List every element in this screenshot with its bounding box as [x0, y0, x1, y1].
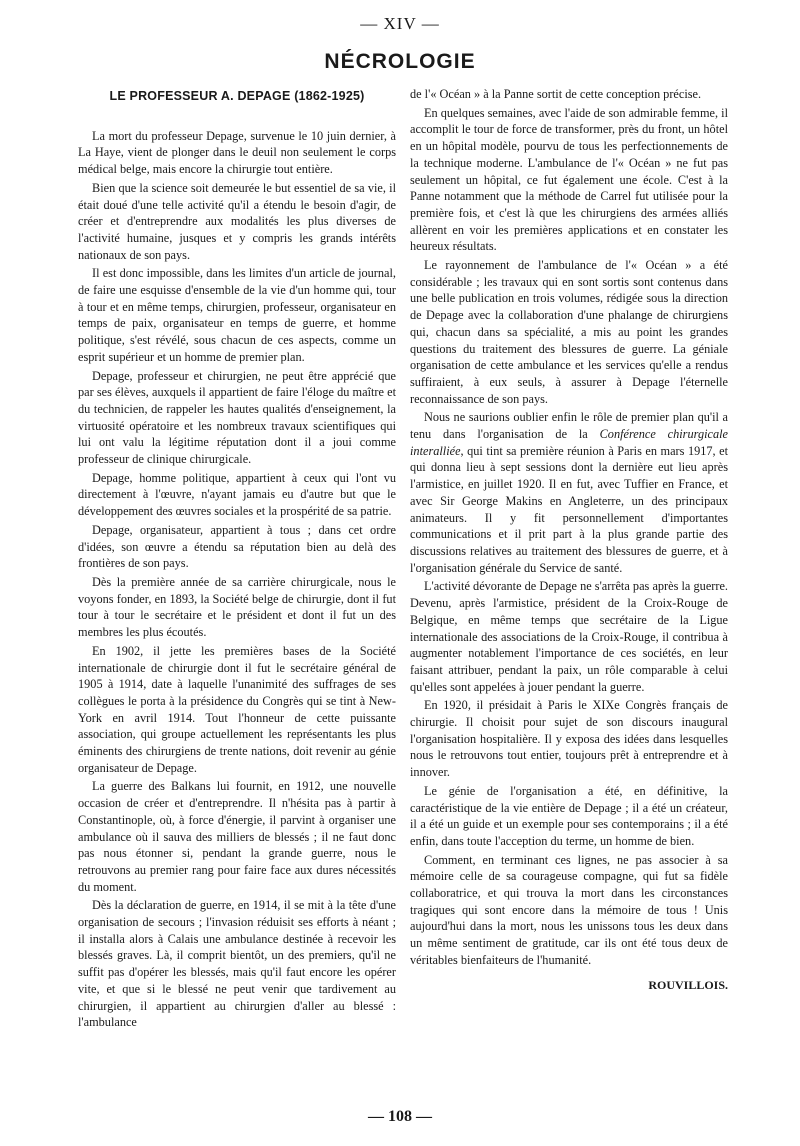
- paragraph: En 1902, il jette les premières bases de la Société internationale de chirurgie dont il fut le secrétaire général de 1905 à 1914, date à laquelle l'unanimité des suffrages de ses collègues le porta à la présidence du Congrès qui se tint à New-York en avril 1914. Tout l'honneur de cette puissante association, qui groupe actuellement les représentants les plus éminents des chirurgiens de trente nations, doit revenir au génie organisateur de Depage.: [78, 643, 396, 775]
- page-number-roman: — XIV —: [360, 14, 440, 33]
- paragraph-conference: [410, 409, 728, 576]
- paragraph: En quelques semaines, avec l'aide de son admirable femme, il accomplit le tour de force de transformer, près du front, un hôtel en un hôpital modèle, pourvu de tous les perfectionnements de la technique moderne. L'ambulance de l'« Océan » ne fut pas seulement un hôpital, ce fut également une école. C'est à la Panne notamment que la méthode de Carrel fut utilisée pour la première fois, et c'est là que les chirurgiens des armées alliés allèrent en voir les premières applications et en constater les heureux résultats.: [410, 105, 728, 254]
- article-title: LE PROFESSEUR A. DEPAGE (1862-1925): [109, 89, 365, 103]
- paragraph: Depage, homme politique, appartient à ceux qui l'ont vu directement à l'œuvre, n'ayant jamais eu d'autre but que le développement des œuvres sociales et la prospérité de sa patrie.: [78, 470, 396, 519]
- paragraph-continuation: de l'« Océan » à la Panne sortit de cette conception précise.: [410, 87, 702, 101]
- paragraph: Depage, professeur et chirurgien, ne peut être apprécié que par ses élèves, auxquels il appartient de faire l'éloge du maître et du technicien, de rappeler les hautes qualités d'enseignement, la virtuosité opératoire et les nombreux travaux scientifiques qui lui ont valu la légitime réputation dont il a joui comme professeur de clinique chirurgicale.: [78, 368, 396, 467]
- paragraph: Comment, en terminant ces lignes, ne pas associer à sa mémoire celle de sa courageuse compagne, qui fut sa fidèle collaboratrice, et qui trouva la mort dans les circonstances tragiques qui sont encore dans la mémoire de tous ! Unis aujourd'hui dans la mort, nous les unissons tous les deux dans un même sentiment de gratitude, car ils ont été tous deux de véritables bienfaiteurs de l'humanité.: [410, 852, 728, 967]
- conference-name: Conférence chirurgicale interalliée: [410, 427, 728, 458]
- paragraph: Depage, organisateur, appartient à tous ; dans cet ordre d'idées, son œuvre a étendu sa réputation bien au delà des frontières de son pays.: [78, 522, 396, 571]
- page-number: — 108 —: [368, 1108, 432, 1125]
- paragraph: La guerre des Balkans lui fournit, en 1912, une nouvelle occasion de créer et d'entreprendre. Il n'hésita pas à partir à Constantinople, où, à force d'énergie, il parvint à organiser une ambulance où il sauva des milliers de blessés ; il ne faut donc pas nous étonner si, pendant la grande guerre, nous le retrouvons au premier rang pour faire face aux dures nécessités du moment.: [78, 779, 396, 894]
- paragraph: Il est donc impossible, dans les limites d'un article de journal, de faire une esquisse d'ensemble de la vie d'un homme qui, tour à tour et en même temps, chirurgien, professeur, organisateur en temps de paix, organisateur en temps de guerre, et homme politique, s'est révélé, sous chacun de ces aspects, comme un esprit supérieur et un homme de premier plan.: [78, 266, 396, 364]
- paragraph: La mort du professeur Depage, survenue le 10 juin dernier, à La Haye, vient de plonger dans le deuil non seulement le corps médical belge, mais encore la chirurgie tout entière.: [78, 128, 396, 177]
- paragraph: Le génie de l'organisation a été, en définitive, la caractéristique de la vie entière de Depage ; il a été un créateur, il a été un guide et un exemple pour ses contemporains ; il a été enfin, dans toute l'acception du terme, un homme de bien.: [410, 783, 728, 848]
- paragraph: En 1920, il présidait à Paris le XIXe Congrès français de chirurgie. Il choisit pour sujet de son discours inaugural l'organisation hospitalière. Il y exposa des idées dans lesquelles nous le retrouvons tout entier, toujours prêt à entreprendre et à innover.: [410, 698, 728, 780]
- paragraph: Dès la déclaration de guerre, en 1914, il se mit à la tête d'une organisation de secours ; l'invasion réduisit ses efforts à néant ; il installa alors à Calais une ambulance destinée à recevoir les blessés graves. Là, il comprit bientôt, un des premiers, qu'il ne suffit pas d'opérer les blessés, mais qu'il faut encore les opérer vite, et que si le blessé ne peut venir que tardivement au chirurgien, il appartient au chirurgien d'aller au blessé : l'ambulance: [78, 898, 396, 1030]
- left-column: [78, 88, 396, 1033]
- text-run: , qui tint sa première réunion à Paris en mars 1917, et qui donna lieu à sept sessions dont la dernière eut lieu après l'armistice, en juillet 1920. Il en fut, avec Tuffier en France, et avec Sir George Makins en Angleterre, un des principaux animateurs. Il y fit personnellement d'importantes communications et il prit part à la plus grande partie des discussions relatives au traitement des blessures de guerre, et à l'organisation générale du Service de santé.: [410, 443, 728, 575]
- paragraph: Le rayonnement de l'ambulance de l'« Océan » a été considérable ; les travaux qui en sont sortis sont contenus dans une belle publication en trois volumes, rédigée sous la direction de Depage avec la collaboration d'une phalange de chirurgiens qui, chacun dans sa spécialité, a mis au point les grandes questions du traitement des blessures de guerre. La géniale organisation de cette ambulance et les services qu'elle a rendus suffiraient, à eux seuls, à assurer à Depage l'éternelle reconnaissance de son pays.: [410, 258, 728, 406]
- paragraph: Dès la première année de sa carrière chirurgicale, nous le voyons fonder, en 1893, la Société belge de chirurgie, dont il fut tour à tour le secrétaire et le président et dont il fut un des membres les plus écoutés.: [78, 574, 396, 640]
- paragraph: Bien que la science soit demeurée le but essentiel de sa vie, il était doué d'une telle activité qu'il a étendu le besoin d'agir, de créer et d'entreprendre aux modalités les plus diverses de l'activité humaine, jusques et y compris les grands intérêts nationaux de son pays.: [78, 180, 396, 262]
- author-signature: ROUVILLOIS.: [648, 977, 728, 992]
- section-title: NÉCROLOGIE: [324, 50, 476, 73]
- paragraph: L'activité dévorante de Depage ne s'arrêta pas après la guerre. Devenu, après l'armistice, président de la Croix-Rouge de Belgique, en même temps que secrétaire de la Ligue internationale des associations de la Croix-Rouge, il contribua à augmenter notablement l'importance de ces sociétés, en leur faisant attribuer, pendant la paix, un rôle comparable à celui qu'elles sont appelées à jouer pendant la guerre.: [410, 579, 728, 694]
- right-column: [410, 86, 728, 993]
- text-run: Nous ne saurions oublier enfin le rôle de premier plan qu'il a tenu dans l'organisation de la: [410, 410, 728, 442]
